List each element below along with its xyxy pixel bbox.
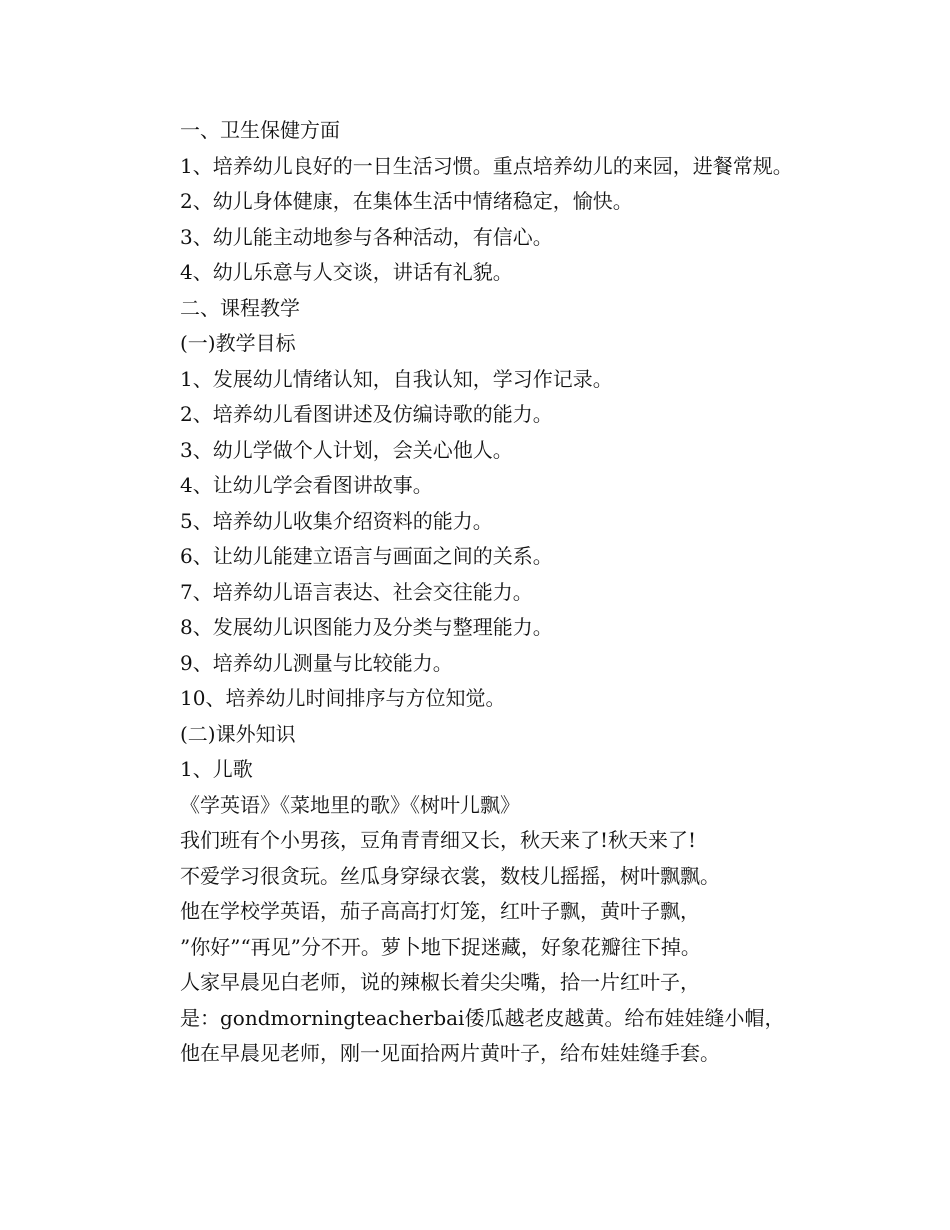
- paragraph-habits: 1、培养幼儿良好的一日生活习惯。重点培养幼儿的来园，进餐常规。: [180, 153, 793, 178]
- subsection-heading-extracurricular: (二)课外知识: [180, 721, 296, 746]
- goal-item: 6、让幼儿能建立语言与画面之间的关系。: [180, 544, 553, 568]
- goal-item: 7、培养幼儿语言表达、社会交往能力。: [180, 579, 533, 604]
- rhyme-line: 我们班有个小男孩，豆角青青细又长，秋天来了!秋天来了!: [180, 828, 697, 852]
- goal-item: 9、培养幼儿测量与比较能力。: [180, 650, 453, 675]
- goal-item: 8、发展幼儿识图能力及分类与整理能力。: [180, 615, 553, 639]
- goal-item: 2、培养幼儿看图讲述及仿编诗歌的能力。: [180, 402, 553, 426]
- goal-item: 4、让幼儿学会看图讲故事。: [180, 473, 433, 497]
- rhyme-line: 人家早晨见白老师，说的辣椒长着尖尖嘴，拾一片红叶子，: [180, 970, 700, 994]
- rhyme-titles: 《学英语》《菜地里的歌》《树叶儿飘》: [180, 792, 520, 817]
- rhyme-line: 不爱学习很贪玩。丝瓜身穿绿衣裳，数枝儿摇摇，树叶飘飘。: [180, 863, 720, 888]
- section-heading-hygiene: 一、卫生保健方面: [180, 118, 340, 142]
- subsection-heading-rhymes: 1、儿歌: [180, 757, 253, 781]
- goal-item: 5、培养幼儿收集介绍资料的能力。: [180, 508, 493, 533]
- paragraph-activities: 3、幼儿能主动地参与各种活动，有信心。: [180, 224, 553, 249]
- paragraph-health: 2、幼儿身体健康，在集体生活中情绪稳定，愉快。: [180, 189, 633, 213]
- rhyme-line: 他在学校学英语，茄子高高打灯笼，红叶子飘，黄叶子飘，: [180, 899, 700, 923]
- goal-item: 3、幼儿学做个人计划，会关心他人。: [180, 437, 513, 462]
- rhyme-line: 他在早晨见老师，刚一见面拾两片黄叶子，给布娃娃缝手套。: [180, 1041, 720, 1065]
- goal-item: 1、发展幼儿情绪认知，自我认知，学习作记录。: [180, 366, 613, 391]
- section-heading-curriculum: 二、课程教学: [180, 295, 300, 320]
- paragraph-manners: 4、幼儿乐意与人交谈，讲话有礼貌。: [180, 260, 513, 284]
- document-body: [140, 113, 820, 1072]
- rhyme-line: ”你好”“再见”分不开。萝卜地下捉迷藏，好象花瓣往下掉。: [180, 934, 701, 959]
- subsection-heading-goals: (一)教学目标: [180, 331, 296, 355]
- rhyme-line: 是：gondmorningteacherbai倭瓜越老皮越黄。给布娃娃缝小帽，: [180, 1005, 785, 1030]
- goal-item: 10、培养幼儿时间排序与方位知觉。: [180, 686, 506, 710]
